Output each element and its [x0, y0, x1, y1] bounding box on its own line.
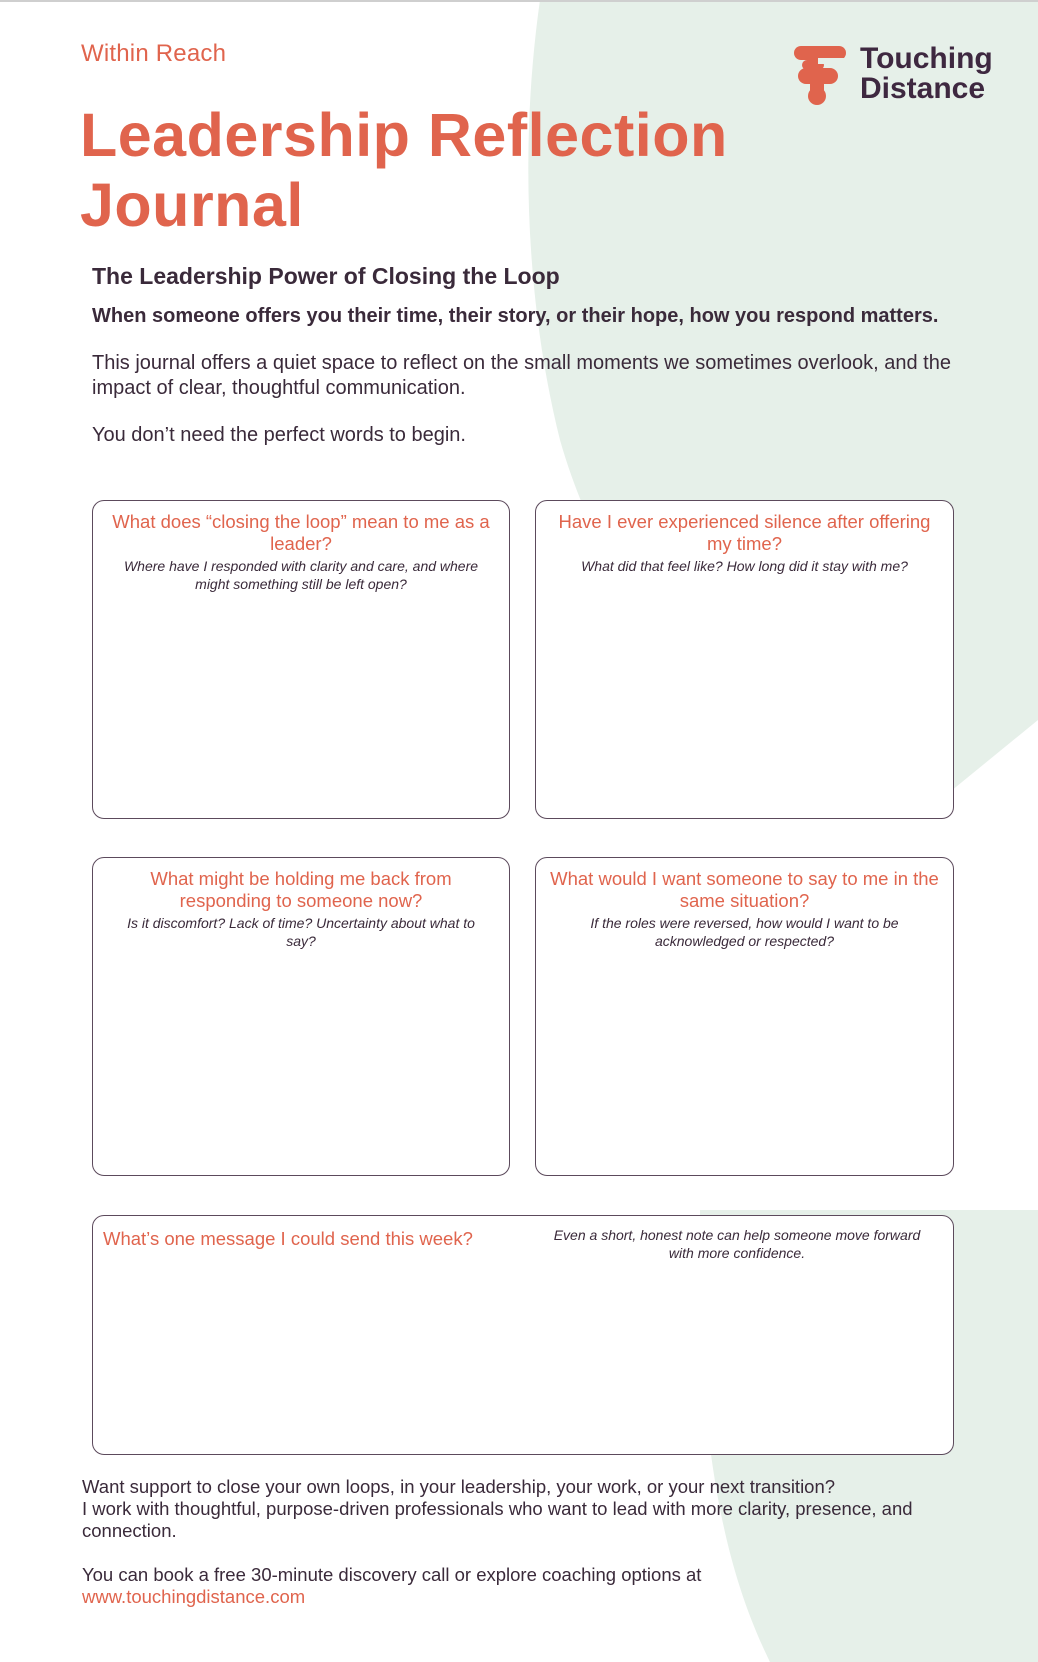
prompt-question: What would I want someone to say to me in the same situation? — [550, 868, 939, 911]
logo-wordmark — [860, 44, 993, 104]
brand-logo — [794, 44, 1014, 106]
intro-section — [92, 262, 952, 470]
footer-line-1: Want support to close your own loops, in your leadership, your work, or your next transition? — [82, 1476, 836, 1497]
page-top-border — [0, 0, 1038, 2]
touching-distance-logo-icon — [794, 46, 850, 106]
logo-line-2: Distance — [860, 72, 986, 105]
prompt-hint: Even a short, honest note can help someone move forward with more confidence. — [553, 1227, 921, 1261]
prompt-hint: If the roles were reversed, how would I want to be acknowledged or respected? — [590, 915, 899, 949]
title-line-2: Journal — [80, 171, 304, 239]
prompt-hint: Is it discomfort? Lack of time? Uncertainty about what to say? — [127, 915, 475, 949]
section-subtitle: The Leadership Power of Closing the Loop — [92, 263, 560, 289]
prompt-question: Have I ever experienced silence after offering my time? — [558, 511, 931, 554]
logo-line-1: Touching — [860, 42, 993, 75]
prompt-card-same-situation[interactable] — [535, 857, 954, 1176]
prompt-card-message-this-week[interactable] — [92, 1215, 954, 1455]
prompt-question: What does “closing the loop” mean to me as a leader? — [112, 511, 490, 554]
prompt-card-closing-the-loop[interactable] — [92, 500, 510, 819]
prompt-hint: Where have I responded with clarity and care, and where might something still be left open? — [123, 558, 479, 592]
prompt-card-holding-back[interactable] — [92, 857, 510, 1176]
intro-paragraph: This journal offers a quiet space to reflect on the small moments we sometimes overlook, and the impact of clear, thoughtful communication. — [92, 352, 951, 399]
footer-line-3: You can book a free 30-minute discovery call or explore coaching options at — [82, 1564, 702, 1585]
footer-line-2: I work with thoughtful, purpose-driven professionals who want to lead with more clarity, presence, and connection. — [82, 1498, 913, 1541]
lead-paragraph: When someone offers you their time, their story, or their hope, how you respond matters. — [92, 305, 939, 327]
footer-cta — [82, 1476, 1012, 1608]
title-line-1: Leadership Reflection — [80, 101, 728, 169]
prompt-hint: What did that feel like? How long did it stay with me? — [581, 558, 908, 574]
encouragement-text: You don’t need the perfect words to begin. — [92, 424, 466, 446]
footer-spacer — [82, 1542, 1012, 1564]
page-title — [80, 100, 780, 240]
prompt-question: What might be holding me back from responding to someone now? — [150, 868, 452, 911]
prompt-question: What’s one message I could send this week? — [103, 1228, 473, 1249]
prompt-card-experienced-silence[interactable] — [535, 500, 954, 819]
website-link[interactable]: www.touchingdistance.com — [82, 1586, 306, 1607]
eyebrow-label: Within Reach — [81, 40, 227, 67]
